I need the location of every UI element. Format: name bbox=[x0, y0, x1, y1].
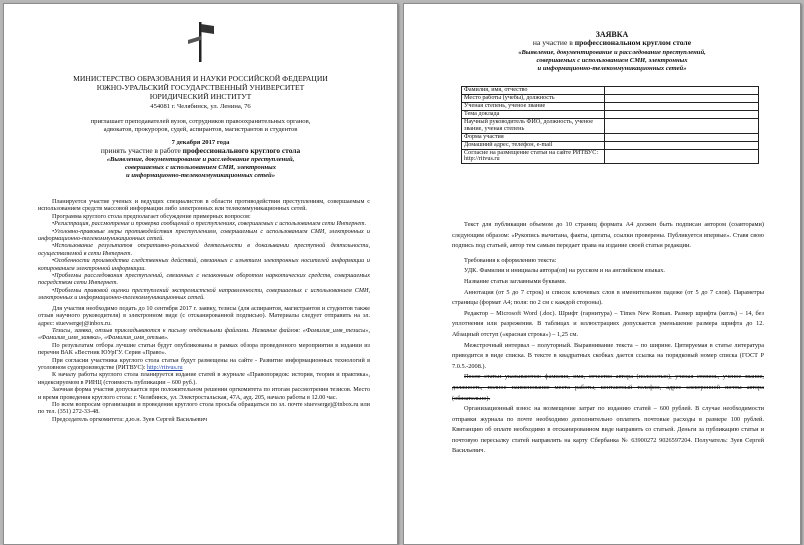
editor-paragraph: Редактор – Microsoft Word (.doc). Шрифт (гарнитура) – Times New Roman. Размер шрифта (кегль) – 14, без уплотнения или разрежения. В таблицах и иллюстрациях допускается уменьшение размера шрифта до 12. Абзацный отступ («красная строка») – 1,25 см. bbox=[452, 309, 764, 338]
theme-line-2: совершаемых с использованием СМИ, электронных bbox=[124, 164, 277, 171]
site-paragraph bbox=[38, 357, 370, 372]
subtitle-prefix: на участие в bbox=[532, 38, 575, 47]
bullet-item: •Проблемы правовой оценки преступлений экстремистской направленности, совершаемых с использованием СМИ, электронных и информационно-телекоммуникационных сетей. bbox=[38, 286, 370, 302]
author-info-paragraph: После статьи указываются: фамилия, имя, отчество автора (полностью), ученая степень, ученое звание, должность, полное наименование места работы, контактный телефон, адрес электронной почты автора (обязательно). bbox=[452, 373, 764, 402]
invite-line-2: адвокатов, прокуроров, судей, аспирантов, магистрантов и студентов bbox=[103, 126, 298, 133]
application-page bbox=[403, 3, 801, 545]
bullet-item: •Уголовно-правовые меры противодействия преступлениям, совершаемым с использованием СМИ, электронных и информационно-телекоммуникационных сетей. bbox=[38, 227, 370, 243]
event-date: 7 декабря 2017 года bbox=[171, 139, 230, 146]
theme-line-3: и информационно-телекоммуникационных сетей» bbox=[126, 172, 275, 179]
payment-paragraph: Организационный взнос на возмещение затрат по изданию статей – 600 рублей. В случае необходимости отправки журнала по почте необходимо дополнительно оплатить почтовые расходы в размере 100 рублей. Квитанцию об оплате необходимо в отсканированном виде направить со статьей. Деньги за публикацию статьи и почтовую пересылку статей направлять на карту Сбербанка № 63900272 9026597204. Получатель: Зуев Сергей Васильевич. bbox=[452, 405, 764, 455]
announcement-body bbox=[38, 198, 370, 423]
form-label: Тема доклада bbox=[462, 111, 605, 119]
university-heading: ЮЖНО-УРАЛЬСКИЙ ГОСУДАРСТВЕННЫЙ УНИВЕРСИТЕТ bbox=[96, 83, 305, 92]
institute-heading: ЮРИДИЧЕСКИЙ ИНСТИТУТ bbox=[149, 92, 252, 101]
table-row bbox=[462, 133, 759, 141]
application-form-table bbox=[461, 86, 759, 164]
form-label: Ученая степень, ученое звание bbox=[462, 103, 605, 111]
theme-line-3: и информационно-телекоммуникационных сетей» bbox=[537, 65, 687, 72]
round-table-label: профессионального круглого стола bbox=[182, 146, 301, 155]
files-note: Тезисы, заявка, отзыв прикладываются к письму отдельными файлами. Название файлов: «Фамилия_имя_тезисы», «Фамилия_имя_заявка», «Фамилия_имя_отзыв». bbox=[38, 326, 370, 342]
intro-paragraph: Планируется участие ученых и ведущих специалистов в области противодействия преступлениям, совершаемым с использованием средств массовой информации либо электронных или телекоммуникационных сетей. bbox=[38, 198, 370, 213]
participate-prefix: принять участие в работе bbox=[100, 146, 183, 155]
results-paragraph: По результатам отбора лучшие статьи будут опубликованы в рамках обзора проведенного мероприятия в издании из перечня ВАК «Вестник ЮУрГУ. Серия «Право». bbox=[38, 341, 370, 357]
form-field[interactable] bbox=[604, 141, 758, 149]
form-field[interactable] bbox=[604, 149, 758, 164]
table-row bbox=[462, 119, 759, 134]
ritvus-link[interactable]: http://ritvus.ru bbox=[147, 363, 183, 371]
invite-line-1: приглашает преподавателей вузов, сотрудников правоохранительных органов, bbox=[90, 118, 311, 125]
journal-paragraph: К началу работы круглого стола планируется издание статей в журнале «Правопорядок: история, теория и практика», индексируемом в РИНЦ (стоимость публикации – 600 руб.). bbox=[38, 371, 370, 386]
spacing-paragraph: Межстрочный интервал – полуторный. Выравнивание текста – по ширине. Цитируемая в статье литература приводится в виде списка. В тексте в квадратных скобках дается ссылка на порядковый номер списка (ГОСТ Р 7.0.5.-2008.). bbox=[452, 341, 764, 370]
form-field[interactable] bbox=[604, 119, 758, 134]
form-label: Домашний адрес, телефон, e-mail bbox=[462, 141, 605, 149]
bullet-item: •Проблемы расследования преступлений, связанных с незаконным оборотом наркотических средств, совершаемых посредством сети Интернет. bbox=[38, 272, 370, 287]
form-label: Согласие на размещение статьи на сайте РИТВУС: http://ritvus.ru bbox=[462, 149, 605, 164]
form-label: Фамилия, имя, отчество bbox=[462, 87, 605, 95]
form-field[interactable] bbox=[604, 111, 758, 119]
table-row bbox=[462, 103, 759, 111]
program-intro: Программа круглого стола предполагает обсуждение примерных вопросов: bbox=[52, 212, 251, 220]
participate-line bbox=[4, 147, 397, 155]
form-label: Научный руководитель ФИО, должность, ученое звание, ученая степень bbox=[462, 119, 605, 134]
bullet-item: •Использование результатов оперативно-розыскной деятельности в доказывании преступной деятельности, осуществляемой в сети Интернет. bbox=[38, 242, 370, 257]
institute-address: 454081 г. Челябинск, ул. Ленина, 76 bbox=[150, 103, 251, 110]
university-emblem-icon bbox=[184, 20, 218, 64]
form-field[interactable] bbox=[604, 103, 758, 111]
form-label: Место работы (учебы), должность bbox=[462, 95, 605, 103]
application-subtitle bbox=[464, 39, 760, 48]
application-title: ЗАЯВКА bbox=[595, 30, 629, 39]
bullet-item: •Регистрация, рассмотрение и проверка сообщений о преступлениях, совершаемых с использованием сети Интернет. bbox=[52, 220, 367, 228]
title-caps-line: Название статьи заглавными буквами. bbox=[464, 277, 567, 285]
requirements-body bbox=[452, 220, 764, 457]
contacts-paragraph: По всем вопросам организации и проведения круглого стола просьба обращаться по эл. почте stuevsergej@inbox.ru или по тел. (351) 272-33-48. bbox=[38, 400, 370, 416]
theme-line-1: «Выявление, документирование и расследование преступлений, bbox=[106, 156, 295, 163]
form-field[interactable] bbox=[604, 95, 758, 103]
chair-line: Председатель оргкомитета: д.ю.н. Зуев Сергей Васильевич bbox=[52, 415, 207, 423]
form-label: Форма участия bbox=[462, 133, 605, 141]
table-row bbox=[462, 141, 759, 149]
theme-line-1: «Выявление, документирование и расследование преступлений, bbox=[518, 49, 706, 56]
bullet-item: •Особенности производства следственных действий, связанных с изъятием электронных носителей информации и копированием электронной информации. bbox=[38, 257, 370, 272]
table-row bbox=[462, 149, 759, 164]
requirements-heading: Требования к оформлению текста: bbox=[464, 256, 557, 264]
udc-line: УДК. Фамилии и инициалы автора(ов) на русском и на английском языках. bbox=[464, 267, 665, 275]
deadline-paragraph: Для участия необходимо подать до 10 сентября 2017 г. заявку, тезисы (для аспирантов, магистрантов и студентов также отзыв научного руководителя) в электронном виде (с отсканированной подписью). Материалы следует отправить на эл. адрес: stuevsergej@inbox.ru. bbox=[38, 304, 370, 327]
form-field[interactable] bbox=[604, 87, 758, 95]
theme-line-2: совершаемых с использованием СМИ, электронных bbox=[536, 57, 688, 64]
participation-paragraph: Заочная форма участия допускается при положительном решении оргкомитета по итогам рассмотрения тезисов. Место и время проведения круглого стола: г. Челябинск, ул. Электростальская, 47А, ауд. 205, начало работы в 12.00 час. bbox=[38, 386, 370, 401]
ministry-heading: МИНИСТЕРСТВО ОБРАЗОВАНИЯ И НАУКИ РОССИЙСКОЙ ФЕДЕРАЦИИ bbox=[73, 74, 328, 83]
site-note-text: При согласии участника круглого стола статьи будут размещены на сайте - Развитие информационных технологий в уголовном судопроизводстве (РИТВУС): bbox=[38, 356, 370, 371]
form-field[interactable] bbox=[604, 133, 758, 141]
announcement-page bbox=[3, 3, 398, 545]
text-intro: Текст для публикации объемом до 10 страниц формата А4 должен быть подписан автором (соавторами) следующим образом: «Рукопись вычитана, факты, цитаты, ссылки проверены. Публикуется впервые». Ставя свою подпись под статьей, автор тем самым передает права на издание своей статьи редакции. bbox=[452, 221, 764, 250]
annotation-paragraph: Аннотация (от 5 до 7 строк) и список ключевых слов в именительном падеже (от 5 до 7 слов). Параметры страницы (формат А4; поля: по 2 см с каждой стороны). bbox=[452, 288, 764, 307]
subtitle-bold: профессиональном круглом столе bbox=[574, 38, 692, 47]
